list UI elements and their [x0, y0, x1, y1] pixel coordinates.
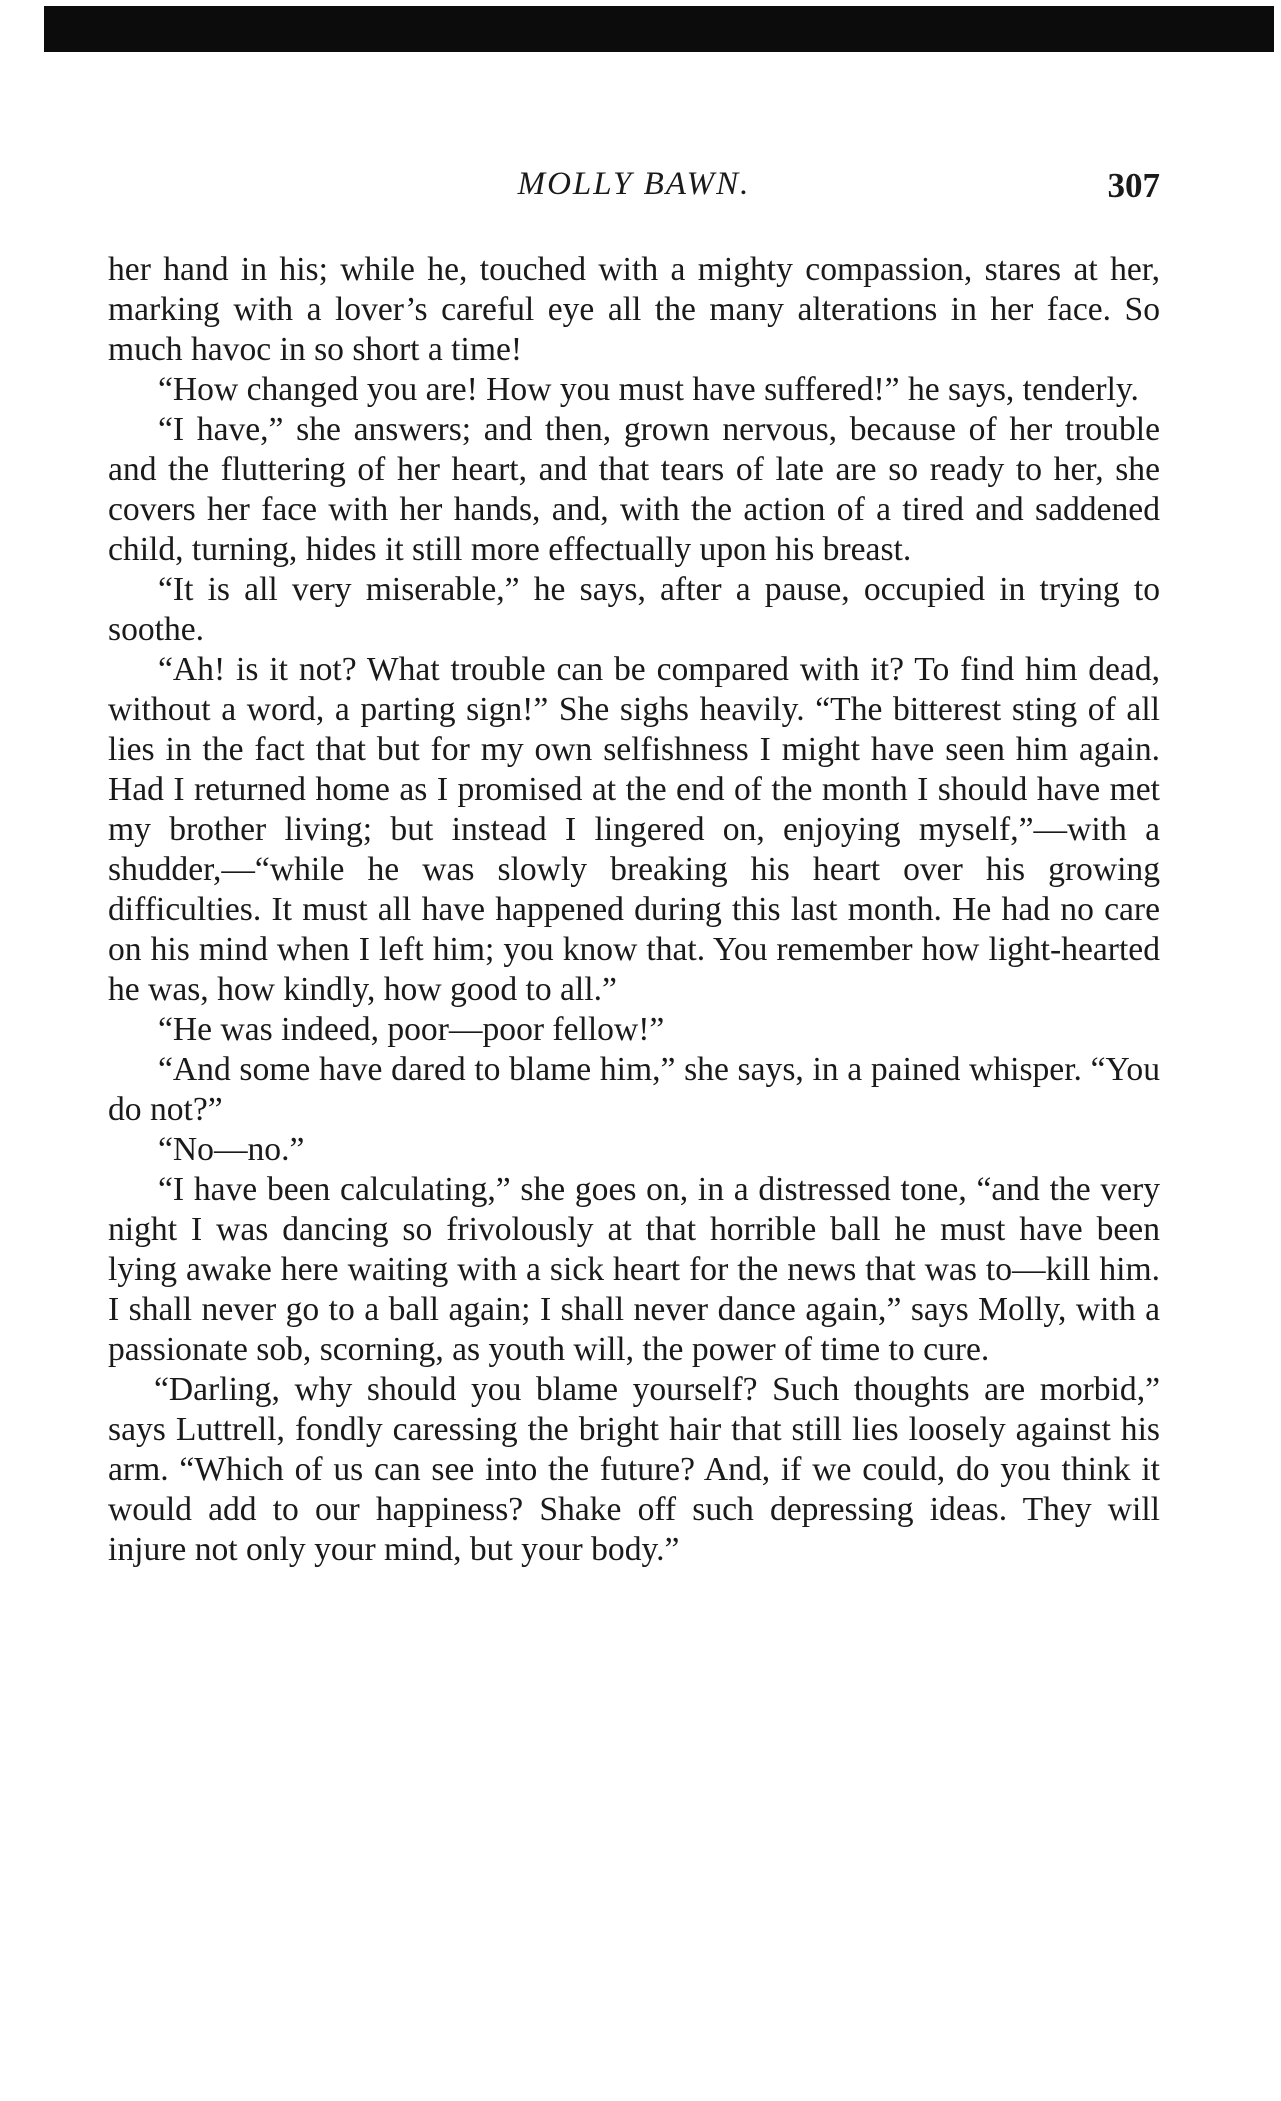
paragraph-5: “Ah! is it not? What trouble can be compared with it? To find him dead, without a word, a parting sign!” She sighs heavily. “The bitterest sting of all lies in the fact that but for my own selfishness I might have seen him again. Had I returned home as I promised at the end of the month I should have met my brother living; but instead I lingered on, enjoying myself,”—with a shudder,—“while he was slowly breaking his heart over his growing difficulties. It must all have happened during this last month. He had no care on his mind when I left him; you know that. You remember how light-hearted he was, how kindly, how good to all.” — [108, 651, 1160, 1008]
paragraph-10: “Darling, why should you blame yourself? Such thoughts are morbid,” says Luttrell, fondly caressing the bright hair that still lies loosely against his arm. “Which of us can see into the future? And, if we could, do you think it would add to our happiness? Shake off such depressing ideas. They will injure not only your mind, but your body.” — [108, 1371, 1160, 1568]
paragraph-3: “I have,” she answers; and then, grown nervous, because of her trouble and the fluttering of her heart, and that tears of late are so ready to her, she covers her face with her hands, and, with the action of a tired and saddened child, turning, hides it still more effectually upon his breast. — [108, 411, 1160, 568]
top-border-bar — [44, 6, 1274, 52]
paragraph-1: her hand in his; while he, touched with a mighty compassion, stares at her, marking with a lover’s careful eye all the many alterations in her face. So much havoc in so short a time! — [108, 251, 1160, 368]
text-body — [108, 250, 1160, 1570]
running-title: MOLLY BAWN. — [517, 166, 751, 202]
paragraph-4: “It is all very miserable,” he says, after a pause, occupied in trying to soothe. — [108, 571, 1160, 648]
paragraph-9: “I have been calculating,” she goes on, in a distressed tone, “and the very night I was dancing so frivolously at that horrible ball he must have been lying awake here waiting with a sick heart for the news that was to—kill him. I shall never go to a ball again; I shall never dance again,” says Molly, with a passionate sob, scorning, as youth will, the power of time to cure. — [108, 1171, 1160, 1368]
paragraph-8: “No—no.” — [158, 1131, 305, 1168]
paragraph-7: “And some have dared to blame him,” she says, in a pained whisper. “You do not?” — [108, 1051, 1160, 1128]
paragraph-2: “How changed you are! How you must have suffered!” he says, tenderly. — [158, 371, 1139, 408]
running-head — [108, 166, 1160, 206]
page-number: 307 — [1107, 166, 1160, 205]
paragraph-6: “He was indeed, poor—poor fellow!” — [158, 1011, 665, 1048]
